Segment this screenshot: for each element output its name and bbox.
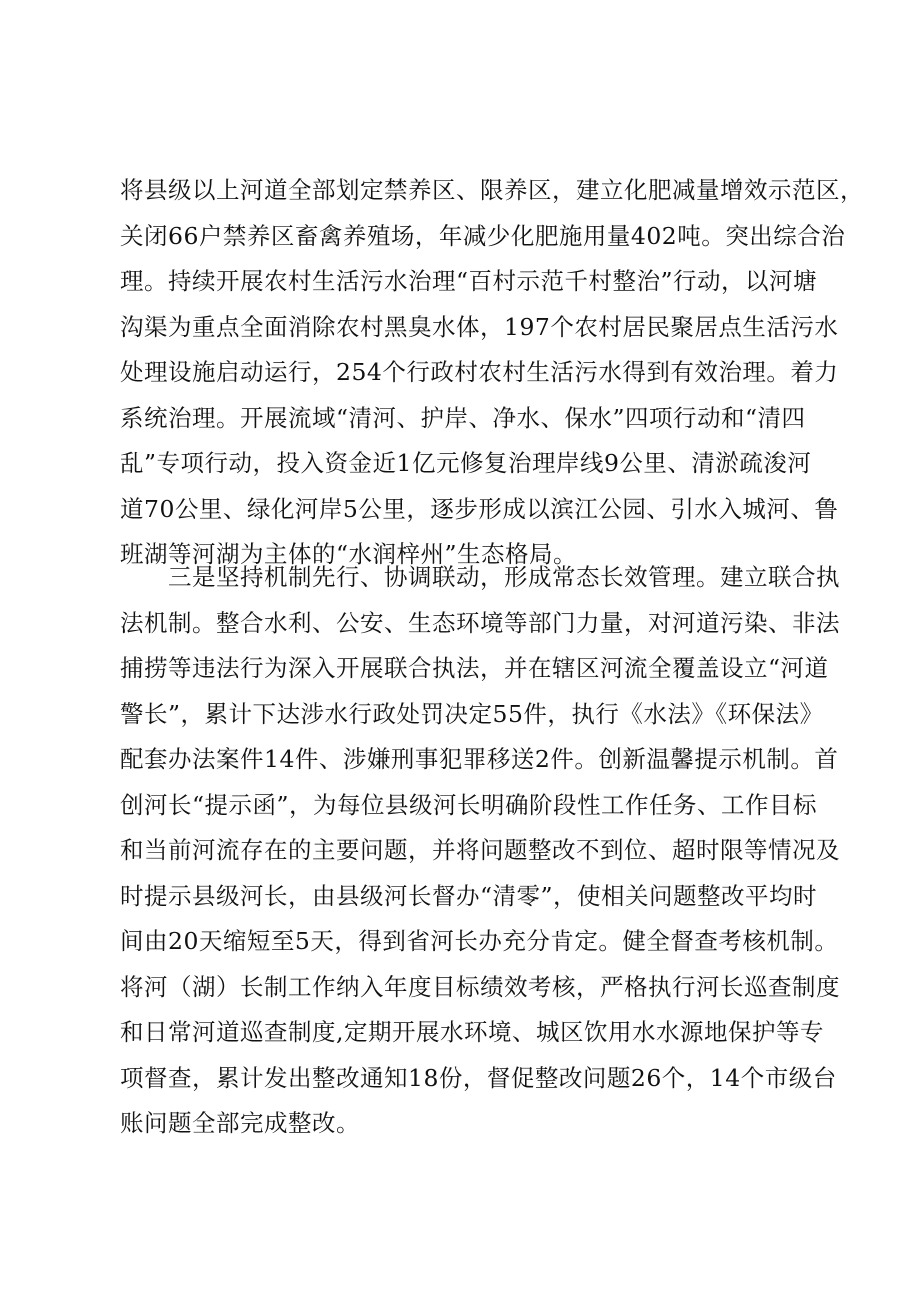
text-line: 三是坚持机制先行、协调联动，形成常态长效管理。建立联合执 [120, 563, 840, 591]
paragraph-2 [120, 555, 840, 1147]
text-line: 账问题全部完成整改。 [120, 1109, 360, 1137]
text-line: 理。持续开展农村生活污水治理“百村示范千村整治”行动，以河塘 [120, 267, 818, 295]
text-line: 关闭66户禁养区畜禽养殖场，年减少化肥施用量402吨。突出综合治 [120, 221, 846, 250]
text-line: 处理设施启动运行，254个行政村农村生活污水得到有效治理。着力 [120, 358, 839, 386]
paragraph-1 [120, 168, 864, 578]
text-line: 项督查，累计发出整改通知18份，督促整改问题26个，14个市级台 [120, 1063, 837, 1092]
text-line: 系统治理。开展流域“清河、护岸、净水、保水”四项行动和“清四 [120, 403, 806, 432]
text-line: 沟渠为重点全面消除农村黑臭水体，197个农村居民聚居点生活污水 [120, 312, 839, 341]
text-line: 配套办法案件14件、涉嫌刑事犯罪移送2件。创新温馨提示机制。首 [120, 745, 839, 773]
text-line: 法机制。整合水利、公安、生态环境等部门力量，对河道污染、非法 [120, 608, 840, 637]
text-line: 和日常河道巡查制度,定期开展水环境、城区饮用水水源地保护等专 [120, 1018, 824, 1046]
text-line: 将河（湖）长制工作纳入年度目标绩效考核，严格执行河长巡查制度 [120, 972, 840, 1001]
text-line: 将县级以上河道全部划定禁养区、限养区，建立化肥减量增效示范区， [120, 176, 864, 204]
text-line: 班湖等河湖为主体的“水润梓州”生态格局。 [120, 540, 578, 568]
text-line: 道70公里、绿化河岸5公里，逐步形成以滨江公园、引水入城河、鲁 [120, 494, 839, 523]
text-line: 捕捞等违法行为深入开展联合执法，并在辖区河流全覆盖设立“河道 [120, 654, 829, 682]
text-line: 创河长“提示函”，为每位县级河长明确阶段性工作任务、工作目标 [120, 790, 818, 819]
text-line: 乱”专项行动，投入资金近1亿元修复治理岸线9公里、清淤疏浚河 [120, 449, 812, 477]
text-line: 间由20天缩短至5天，得到省河长办充分肯定。健全督查考核机制。 [120, 927, 839, 955]
text-line: 和当前河流存在的主要问题，并将问题整改不到位、超时限等情况及 [120, 836, 840, 864]
text-line: 警长”，累计下达涉水行政处罚决定55件，执行《水法》《环保法》 [120, 699, 824, 728]
text-line: 时提示县级河长，由县级河长督办“清零”，使相关问题整改平均时 [120, 881, 818, 910]
